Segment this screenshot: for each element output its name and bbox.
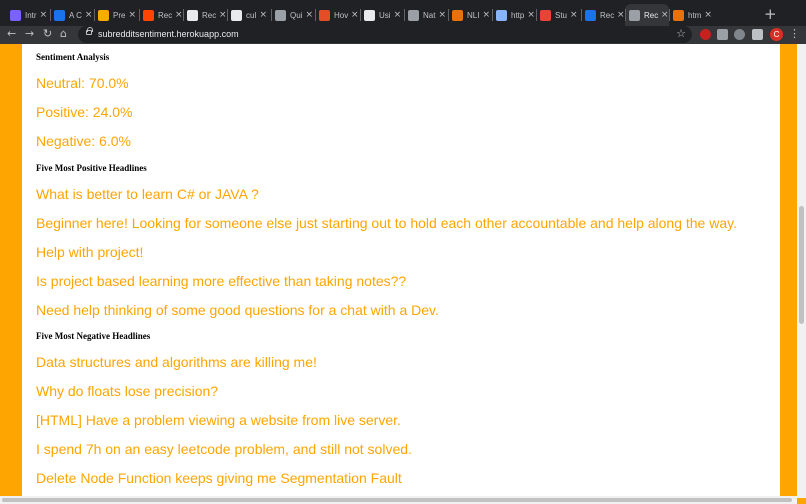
browser-tab[interactable]: [139, 4, 183, 26]
nli-icon: [452, 10, 463, 21]
tab-title: Usi: [379, 10, 391, 20]
d-logo-icon: [585, 10, 596, 21]
tab-title: Pre: [113, 10, 126, 20]
address-bar[interactable]: [78, 26, 692, 43]
lock-icon[interactable]: [86, 30, 92, 35]
close-icon[interactable]: ×: [84, 10, 93, 20]
tab-title: htm: [688, 10, 702, 20]
negative-headline: I spend 7h on an easy leetcode problem, and still not solved.: [36, 441, 412, 457]
tab-title: NLI: [467, 10, 480, 20]
negative-headline: Why do floats lose precision?: [36, 383, 219, 399]
page-viewport: [0, 44, 806, 504]
close-icon[interactable]: ×: [704, 10, 712, 20]
positive-headlines-heading: Five Most Positive Headlines: [36, 163, 147, 173]
browser-tab[interactable]: [315, 4, 359, 26]
tab-strip: [0, 0, 806, 26]
browser-tab[interactable]: [271, 4, 315, 26]
tab-title: Qui: [290, 10, 303, 20]
close-icon[interactable]: ×: [305, 10, 313, 20]
browser-tab[interactable]: [581, 4, 625, 26]
horizontal-scrollbar[interactable]: [0, 496, 797, 504]
puzzle-icon[interactable]: [752, 29, 763, 40]
github-icon: [231, 10, 242, 21]
browser-tab[interactable]: [448, 4, 492, 26]
scrollbar-thumb[interactable]: [2, 498, 792, 502]
negative-headline: Data structures and algorithms are killing me!: [36, 354, 317, 370]
browser-tab[interactable]: [50, 4, 94, 26]
avatar[interactable]: C: [770, 28, 783, 41]
scrollbar-thumb[interactable]: [799, 206, 804, 324]
negative-stat: Negative: 6.0%: [36, 133, 131, 149]
negative-headlines-heading: Five Most Negative Headlines: [36, 331, 151, 341]
c-logo-icon: [98, 10, 109, 21]
vertical-scrollbar[interactable]: [797, 44, 806, 498]
close-icon[interactable]: ×: [570, 10, 578, 20]
browser-tab[interactable]: [6, 4, 50, 26]
tab-title: Rec: [158, 10, 173, 20]
tab-title: Stu: [555, 10, 568, 20]
close-icon[interactable]: ×: [175, 10, 183, 20]
globe-icon: [408, 10, 419, 21]
browser-tab[interactable]: [492, 4, 536, 26]
html-icon: [319, 10, 330, 21]
extension-icon[interactable]: [700, 29, 711, 40]
close-icon[interactable]: ×: [259, 10, 267, 20]
new-tab-button[interactable]: +: [764, 5, 777, 23]
forward-icon[interactable]: →: [25, 27, 35, 40]
close-icon[interactable]: ×: [438, 10, 446, 20]
tab-title: Intr: [25, 10, 37, 20]
menu-icon[interactable]: ⋮: [789, 27, 800, 40]
positive-headline: Help with project!: [36, 244, 144, 260]
close-icon[interactable]: ×: [527, 10, 535, 20]
positive-stat: Positive: 24.0%: [36, 104, 133, 120]
close-icon[interactable]: ×: [39, 10, 48, 20]
python-icon: [496, 10, 507, 21]
chart-logo-icon: [673, 10, 684, 21]
close-icon[interactable]: ×: [393, 10, 402, 20]
browser-tab[interactable]: [94, 4, 138, 26]
bookmark-star-icon[interactable]: ☆: [676, 27, 686, 40]
browser-tab[interactable]: [227, 4, 271, 26]
negative-headline: [HTML] Have a problem viewing a website from live server.: [36, 412, 401, 428]
extension-icon[interactable]: [734, 29, 745, 40]
ai-logo-icon: [54, 10, 65, 21]
shield-icon[interactable]: [717, 29, 728, 40]
browser-tab[interactable]: [536, 4, 580, 26]
positive-headline: Is project based learning more effective than taking notes??: [36, 273, 407, 289]
tab-title: Rec: [644, 10, 659, 20]
globe-icon: [629, 10, 640, 21]
close-icon[interactable]: ×: [661, 10, 669, 20]
neutral-stat: Neutral: 70.0%: [36, 75, 129, 91]
browser-tab[interactable]: [404, 4, 448, 26]
reload-icon[interactable]: ↻: [43, 27, 53, 40]
close-icon[interactable]: ×: [482, 10, 490, 20]
reddit-icon: [143, 10, 154, 21]
browser-tab[interactable]: [360, 4, 404, 26]
close-icon[interactable]: ×: [128, 10, 136, 20]
tab-title: A C: [69, 10, 82, 20]
browser-tab[interactable]: [183, 4, 227, 26]
triangle-logo-icon: [10, 10, 21, 21]
tab-title: http: [511, 10, 525, 20]
sentiment-heading: Sentiment Analysis: [36, 52, 110, 62]
home-icon: [364, 10, 375, 21]
url-text[interactable]: subredditsentiment.herokuapp.com: [98, 29, 239, 39]
positive-headline: Beginner here! Looking for someone else just starting out to hold each other accountable and help along the way.: [36, 215, 737, 231]
negative-headline: Delete Node Function keeps giving me Segmentation Fault: [36, 470, 402, 486]
home-icon[interactable]: ⌂: [60, 27, 67, 40]
back-icon[interactable]: ←: [7, 27, 17, 40]
close-icon[interactable]: ×: [219, 10, 227, 20]
tab-title: Rec: [600, 10, 615, 20]
tab-title: Rec: [202, 10, 217, 20]
tab-title: cul: [246, 10, 257, 20]
positive-headline: What is better to learn C# or JAVA ?: [36, 186, 259, 202]
browser-tab[interactable]: [625, 4, 669, 26]
tab-title: Hov: [334, 10, 349, 20]
browser-tab[interactable]: [669, 4, 713, 26]
gmail-icon: [540, 10, 551, 21]
tab-title: Nat: [423, 10, 436, 20]
sheets-icon: [275, 10, 286, 21]
close-icon[interactable]: ×: [351, 10, 359, 20]
github-icon: [187, 10, 198, 21]
positive-headline: Need help thinking of some good questions for a chat with a Dev.: [36, 302, 439, 318]
page-content: [22, 44, 780, 504]
close-icon[interactable]: ×: [617, 10, 625, 20]
browser-toolbar: [0, 26, 806, 44]
